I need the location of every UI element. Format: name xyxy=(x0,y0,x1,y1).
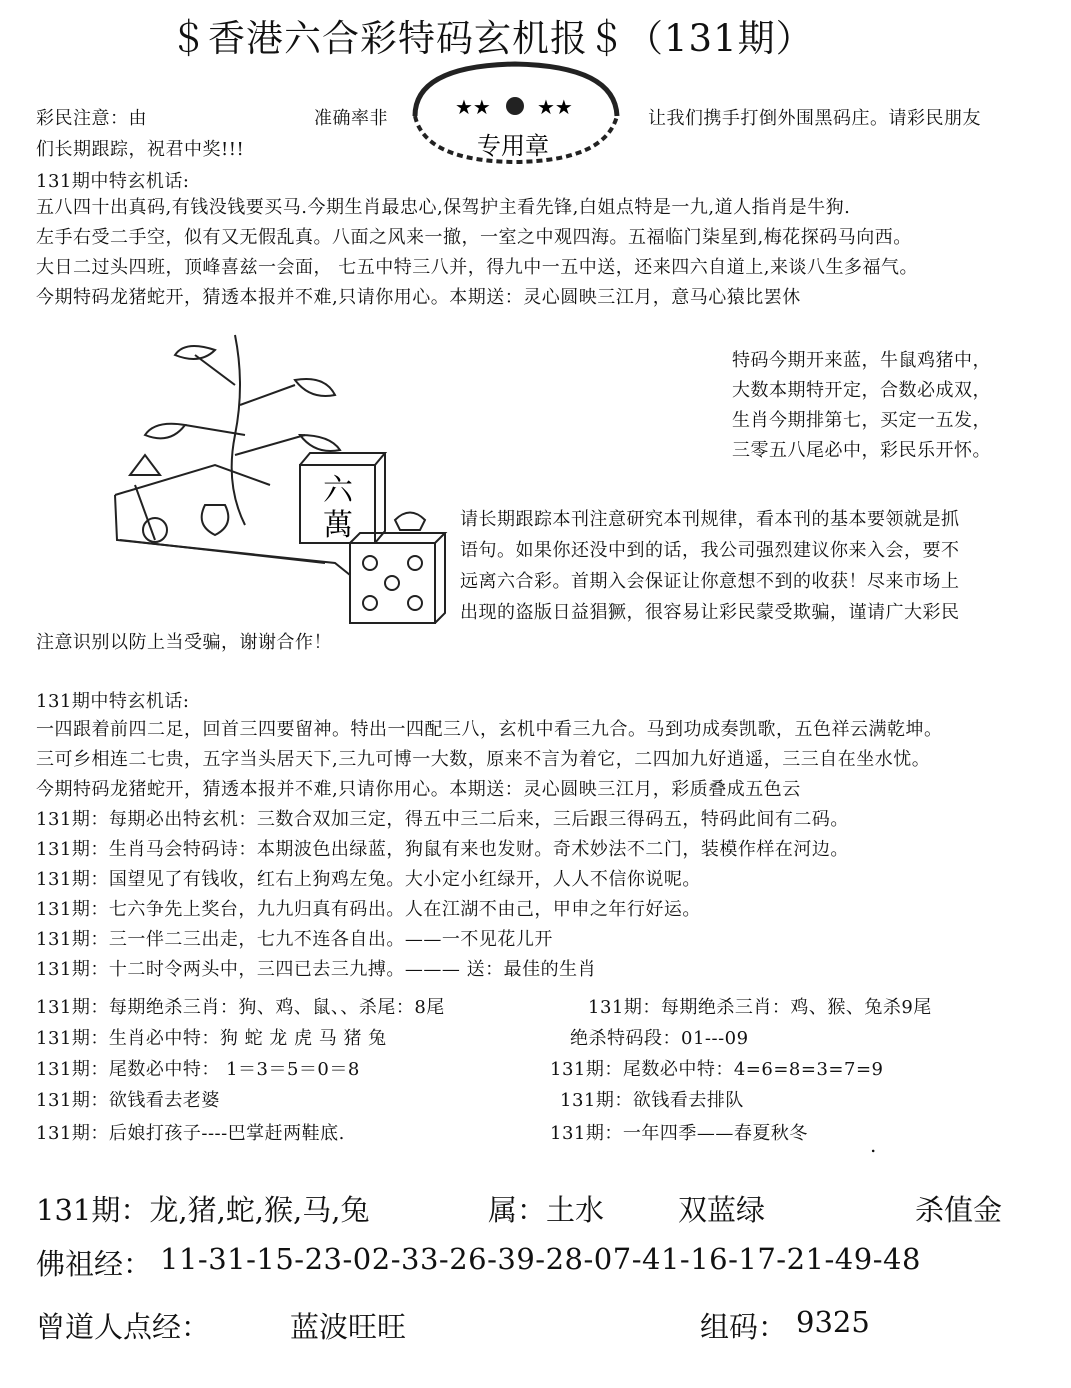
dice-text-top: 六 xyxy=(323,473,353,508)
buddha-label: 佛祖经： xyxy=(36,1247,153,1281)
poem-line: 三零五八尾必中，彩民乐开怀。 xyxy=(732,440,991,461)
section2-line: 131期：七六争先上奖台，九九归真有码出。人在江湖不由己，甲申之年行好运。 xyxy=(36,899,701,920)
notice-line1-mid: 准确率非 xyxy=(314,108,388,129)
section2-line: 131期：国望见了有钱收，红右上狗鸡左兔。大小定小红绿开，人人不信你说呢。 xyxy=(36,869,701,890)
promo-line: 出现的盗版日益猖獗，很容易让彩民蒙受欺骗，谨请广大彩民 xyxy=(460,602,960,623)
stamp-label: 专用章 xyxy=(477,132,549,160)
section1-body xyxy=(36,193,918,313)
two-col-right: 131期：每期绝杀三肖：鸡、猴、兔杀9尾 xyxy=(588,997,932,1018)
section1-heading: 131期中特玄机话: xyxy=(36,171,190,192)
section1-line: 今期特码龙猪蛇开，猜透本报并不难,只请你用心。本期送：灵心圆映三江月，意马心猿比罢休 xyxy=(36,287,801,308)
poem-line: 特码今期开来蓝，牛鼠鸡猪中， xyxy=(732,350,991,371)
trailing-dot: . xyxy=(870,1133,877,1157)
bottom-kill: 杀值金 xyxy=(915,1193,1003,1227)
page-title: ＄香港六合彩特码玄机报＄（131期） xyxy=(170,17,814,60)
notice-line1-left: 彩民注意：由 xyxy=(36,108,147,129)
stamp-stars-left: ★★ xyxy=(455,95,491,119)
two-col-left: 131期：后娘打孩子----巴掌赶两鞋底. xyxy=(36,1123,345,1144)
group-code-label: 组码： xyxy=(700,1310,788,1344)
section1-line: 五八四十出真码,有钱没钱要买马.今期生肖最忠心,保驾护主看先锋,白姐点特是一九,道人指肖是牛狗. xyxy=(36,197,851,218)
section2-line: 131期：十二时令两头中，三四已去三九搏。——— 送：最佳的生肖 xyxy=(36,959,597,980)
dice-text-bottom: 萬 xyxy=(323,508,353,543)
section1-line: 左手右受二手空，似有又无假乱真。八面之风来一撤，一室之中观四海。五福临门柒星到,梅花探码马向西。 xyxy=(36,227,912,248)
stamp-seal xyxy=(395,56,635,168)
two-col-right: 131期：一年四季——春夏秋冬 xyxy=(550,1123,808,1144)
section1-line: 大日二过头四班，顶峰喜兹一会面， 七五中特三八并，得九中一五中送，还来四六自道上,来谈八生多福气。 xyxy=(36,257,918,278)
section2-line: 131期：三一伴二三出走，七九不连各自出。——一不见花儿开 xyxy=(36,929,553,950)
section2-heading: 131期中特玄机话: xyxy=(36,691,190,712)
section2-body xyxy=(36,715,943,985)
promo-line: 请长期跟踪本刊注意研究本刊规律，看本刊的基本要领就是抓 xyxy=(460,509,960,530)
section2-line: 一四跟着前四二足，回首三四要留神。特出一四配三八，玄机中看三九合。马到功成奏凯歌，五色祥云满乾坤。 xyxy=(36,719,943,740)
poem-line: 大数本期特开定，合数必成双， xyxy=(732,380,991,401)
promo-paragraph xyxy=(460,504,960,628)
notice-line2: 们长期跟踪，祝君中奖!!! xyxy=(36,139,245,160)
bottom-color: 双蓝绿 xyxy=(678,1193,766,1227)
two-col-left: 131期：尾数必中特： 1＝3＝5＝0＝8 xyxy=(36,1059,360,1080)
bamboo-dice-illustration xyxy=(95,325,450,630)
two-col-right: 131期：尾数必中特：4=6=8=3=7=9 xyxy=(550,1059,884,1080)
two-col-left: 131期：生肖必中特：狗 蛇 龙 虎 马 猪 兔 xyxy=(36,1028,387,1049)
poem-line: 生肖今期排第七，买定一五发， xyxy=(732,410,991,431)
promo-line: 语句。如果你还没中到的话，我公司强烈建议你来入会，要不 xyxy=(460,540,960,561)
section2-line: 131期：每期必出特玄机：三数合双加三定，得五中三二后来，三后跟三得码五，特码此间有二码。 xyxy=(36,809,849,830)
stamp-stars-right: ★★ xyxy=(537,95,573,119)
two-col-right: 绝杀特码段：01---09 xyxy=(570,1028,749,1049)
group-code-value: 9325 xyxy=(796,1305,870,1339)
promo-line: 远离六合彩。首期入会保证让你意想不到的收获！尽来市场上 xyxy=(460,571,960,592)
two-col-left: 131期：欲钱看去老婆 xyxy=(36,1090,220,1111)
taoist-value: 蓝波旺旺 xyxy=(290,1310,407,1344)
section2-line: 三可乡相连二七贵，五字当头居天下,三九可博一大数，原来不言为着它，二四加九好逍遥，三三自在坐水忧。 xyxy=(36,749,931,770)
bottom-element: 属：土水 xyxy=(488,1193,605,1227)
section2-line: 今期特码龙猪蛇开，猜透本报并不难,只请你用心。本期送：灵心圆映三江月，彩质叠成五色云 xyxy=(36,779,801,800)
bottom-zodiac: 131期：龙,猪,蛇,猴,马,兔 xyxy=(36,1193,370,1227)
section2-line: 131期：生肖马会特码诗：本期波色出绿蓝，狗鼠有来也发财。奇术妙法不二门，装模作样在河边。 xyxy=(36,839,849,860)
two-col-right: 131期：欲钱看去排队 xyxy=(560,1090,744,1111)
buddha-numbers: 11-31-15-23-02-33-26-39-28-07-41-16-17-21-49-48 xyxy=(160,1242,921,1276)
notice-line1-right: 让我们携手打倒外围黑码庄。请彩民朋友 xyxy=(648,108,981,129)
taoist-label: 曾道人点经： xyxy=(36,1310,211,1344)
promo-tail: 注意识别以防上当受骗，谢谢合作！ xyxy=(36,632,332,653)
two-col-left: 131期：每期绝杀三肖：狗、鸡、鼠、、杀尾：8尾 xyxy=(36,997,445,1018)
poem-block xyxy=(732,346,991,466)
